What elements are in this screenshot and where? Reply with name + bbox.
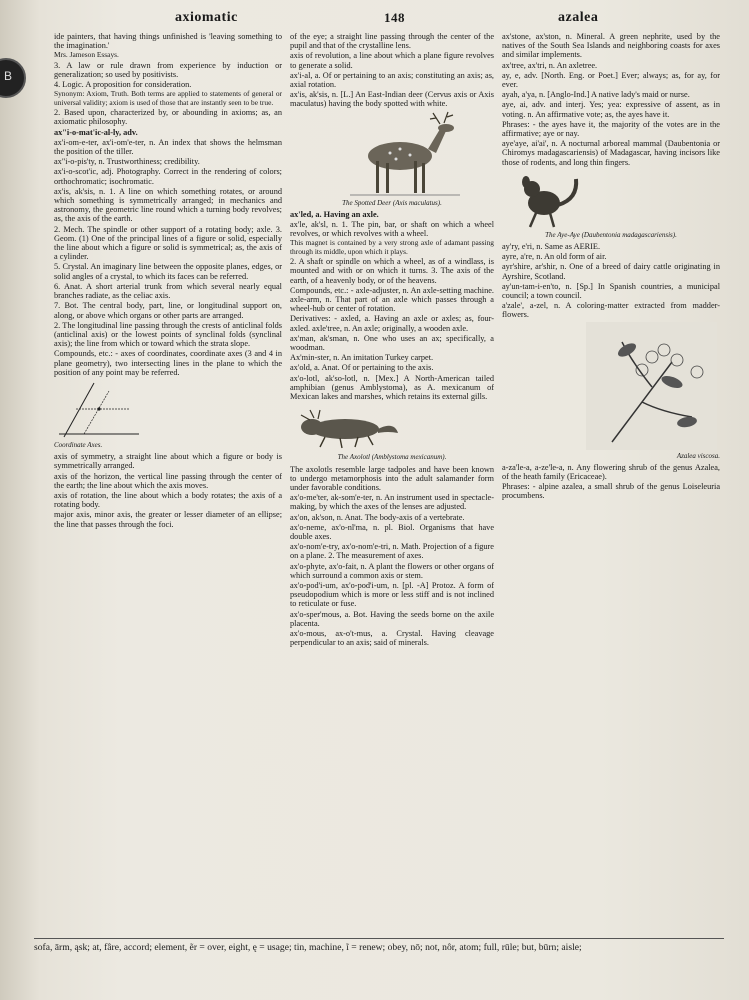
column-left <box>54 32 282 927</box>
binder-hole-label: B <box>4 69 13 83</box>
axolotl-figure <box>290 403 494 462</box>
entry-text: ax'stone, ax'ston, n. Mineral. A green nephrite, used by the natives of the South Sea Islands and neighboring coasts for axes and similar implements. <box>502 32 720 60</box>
entry-text: ayre, a're, n. An old form of air. <box>502 252 607 262</box>
aye-aye-figure <box>502 169 720 240</box>
entry-text: Compounds, etc.: - axle-adjuster, n. An axle-setting machine. axle-arm, n. That part of an axle which passes through a wheel-hub or center of rotation. <box>290 285 494 314</box>
headword: ax'led, a. Having an axle. <box>290 209 379 219</box>
figure-caption: The Spotted Deer (Axis maculatus). <box>342 198 442 207</box>
entry-text: ax'o-pod'i-um, ax'o-pod'i-um, n. [pl. -A] Protoz. A form of pseudopodium which is more or less stiff and is not inclined to reticulate or fuse. <box>290 580 494 609</box>
column-right <box>502 32 720 927</box>
entry-text: a-za'le-a, a-ze'le-a, n. Any flowering shrub of the genus Azalea, of the heath family (Ericaceae). <box>502 462 720 482</box>
pronunciation-key: sofa, ārm, ąsk; at, fâre, accord; element, ẽr = over, eight, ę = usage; tin, machine, ĩ = renew; obey, nō; not, nôr, atom; full, rūle; but, būrn; aisle; <box>34 938 724 953</box>
citation: Mrs. Jameson Essays. <box>54 50 119 60</box>
coordinate-axes-illustration <box>54 379 144 441</box>
entry-text: ax'o-phyte, ax'o-fait, n. A plant the flowers or other organs of which surround a common axis or stem. <box>290 561 494 580</box>
entry-text: ayah, a'ya, n. [Anglo-Ind.] A native lady's maid or nurse. <box>502 90 690 100</box>
entry-text: 2. Mech. The spindle or other support of a rotating body; axle. 3. Geom. (1) One of the principal lines of a figure or solid, especially the line about which a figure or solid is symmetrical; as, the axis of a cylinder. <box>54 224 282 262</box>
headword: ax"i-o-mat'ic-al-ly, adv. <box>54 127 138 137</box>
axolotl-illustration <box>290 403 400 453</box>
spotted-deer-illustration <box>290 111 490 199</box>
entry-text: ax'is, ak'sis, n. 1. A line on which something rotates, or around which something is symmetrically arranged; in mechanics and astronomy, the geometric line round which a turning body revolves; as, the axis of the earth. <box>54 186 282 224</box>
entry-text: ay'un-tam-i-en'to, n. [Sp.] In Spanish countries, a municipal council; a town council. <box>502 281 720 301</box>
aye-aye-illustration <box>502 169 582 231</box>
coordinate-axes-figure <box>54 379 282 450</box>
figure-caption: Coordinate Axes. <box>54 440 103 449</box>
entry-text: ax'i-o-scot'ic, adj. Photography. Correct in the rendering of colors; orthochromatic; isochromatic. <box>54 167 282 186</box>
entry-text: ax'o-neme, ax'o-nl'ma, n. pl. Biol. Organisms that have double axes. <box>290 522 494 541</box>
entry-text: ax"i-o-pis'ty, n. Trustworthiness; credibility. <box>54 157 200 167</box>
entry-text: a'zale', a-zel, n. A coloring-matter extracted from madder-flowers. <box>502 301 720 320</box>
entry-text: Ax'min-ster, n. An imitation Turkey carpet. <box>290 353 434 363</box>
entry-text: ax'on, ak'son, n. Anat. The body-axis of a vertebrate. <box>290 512 465 522</box>
binder-hole <box>0 58 26 98</box>
entry-text: aye'aye, ai'ai', n. A nocturnal arboreal mammal (Daubentonia or Chiromys madagascariensis) of Madagascar, having incisors like those of rodents, and long thin fingers. <box>502 139 720 167</box>
entry-text: ay'ry, e'ri, n. Same as AERIE. <box>502 242 601 252</box>
entry-text: ax'o-sper'mous, a. Bot. Having the seeds borne on the axile placenta. <box>290 609 494 628</box>
entry-text: ax'le, ak'sl, n. 1. The pin, bar, or shaft on which a wheel revolves, or which revolves with a wheel. <box>290 220 494 239</box>
entry-text: ax'o-nom'e-try, ax'o-nom'e-tri, n. Math. Projection of a figure on a plane. 2. The measurement of axes. <box>290 542 494 561</box>
entry-text: ax'man, ak'sman, n. One who uses an ax; specifically, a woodman. <box>290 333 494 353</box>
entry-text: ax'o-me'ter, ak-som'e-ter, n. An instrument used in spectacle-making, by which the axes of the lenses are adjusted. <box>290 493 494 512</box>
guide-word-right: azalea <box>558 10 599 25</box>
entry-text: 6. Anat. A short arterial trunk from which several nearly equal branches radiate, as the celiac axis. <box>54 281 282 301</box>
entry-text: 3. A law or rule drawn from experience by induction or generalization; so used by positivists. <box>54 60 282 80</box>
entry-text: ax'tree, ax'tri, n. An axletree. <box>502 60 598 70</box>
entry-text: ide painters, that having things unfinished is 'leaving something to the imagination.' <box>54 32 282 51</box>
entry-text: major axis, minor axis, the greater or lesser diameter of an ellipse; the line that passes through the foci. <box>54 510 282 529</box>
entry-text: aye, ai, adv. and interj. Yes; yea: expressive of assent, as in voting. n. An affirmative vote; as, the ayes have it. <box>502 100 720 119</box>
figure-caption: The Aye-Aye (Daubentonia madagascariensis). <box>545 230 677 239</box>
entry-text: axis of rotation, the line about which a body rotates; the axis of a rotating body. <box>54 490 282 510</box>
entry-text: 5. Crystal. An imaginary line between the opposite planes, edges, or solid angles of a crystal, to which its faces can be referred. <box>54 262 282 281</box>
guide-word-left: axiomatic <box>175 10 238 25</box>
entry-text: ax'old, a. Anat. Of or pertaining to the axis. <box>290 363 434 373</box>
synonym-note: Synonym: Axiom, Truth. Both terms are applied to statements of general or universal validity; axiom is used of those that are instantly seen to be true. <box>54 89 282 107</box>
entry-text: ayr'shire, ar'shir, n. One of a breed of dairy cattle originating in Ayrshire, Scotland. <box>502 262 720 281</box>
azalea-figure <box>502 322 720 461</box>
entry-text: 7. Bot. The central body, part, line, or longitudinal support on, along, or above which organs or other parts are arranged. <box>54 301 282 320</box>
entry-text: ax'o-lotl, ak'so-lotl, n. [Mex.] A North-American tailed amphibian (genus Amblystoma), as A. mexicanum of Mexican lakes and marshes, which retains its external gills. <box>290 373 494 402</box>
entry-text: Phrases: - the ayes have it, the majority of the votes are in the affirmative; aye or nay. <box>502 119 720 139</box>
quotation: This magnet is contained by a very strong axle of adamant passing through its middle, upon which it plays. <box>290 238 494 256</box>
entry-text: ax'i-al, a. Of or pertaining to an axis; constituting an axis; as, axial rotation. <box>290 70 494 90</box>
entry-text: ax'i-om-e-ter, ax'i-om'e-ter, n. An index that shows the helmsman the position of the tiller. <box>54 137 282 157</box>
entry-text: 2. Based upon, characterized by, or abounding in axioms; as, an axiomatic philosophy. <box>54 108 282 127</box>
entry-text: 2. The longitudinal line passing through the crests of anticlinal folds (anticlinal axis) or the lowest points of synclinal folds (synclinal axis); the line from which or toward which the strata slope. <box>54 320 282 349</box>
entry-text: Derivatives: - axled, a. Having an axle or axles; as, four-axled. axle'tree, n. An axle; originally, a wooden axle. <box>290 314 494 333</box>
entry-text: 4. Logic. A proposition for consideration. <box>54 80 192 90</box>
page-number: 148 <box>384 10 405 25</box>
column-middle <box>290 32 494 927</box>
entry-text: ax'is, ak'sis, n. [L.] An East-Indian deer (Cervus axis or Axis maculatus) having the body spotted with white. <box>290 90 494 109</box>
entry-text: Compounds, etc.: - axes of coordinates, coordinate axes (3 and 4 in plane geometry), two intersecting lines in the plane to which the position of any point may be referred. <box>54 349 282 377</box>
entry-text: The axolotls resemble large tadpoles and have been known to undergo metamorphosis into the adult salamander form under favorable conditions. <box>290 464 494 492</box>
entry-text: axis of the horizon, the vertical line passing through the center of the earth; the line about which the axis moves. <box>54 471 282 490</box>
entry-text: ax'o-mous, ax-o't-mus, a. Crystal. Having cleavage perpendicular to an axis; said of minerals. <box>290 628 494 648</box>
entry-text: of the eye; a straight line passing through the center of the pupil and that of the crystalline lens. <box>290 32 494 51</box>
entry-text: axis of symmetry, a straight line about which a figure or body is symmetrically arranged. <box>54 452 282 471</box>
entry-text: ay, e, adv. [North. Eng. or Poet.] Ever; always; as, for ay, for ever. <box>502 70 720 90</box>
entry-text: 2. A shaft or spindle on which a wheel, as of a windlass, is mounted and with or on which it turns. 3. The axis of the earth, of a heavenly body, or of the heavens. <box>290 257 494 285</box>
entry-text: axis of revolution, a line about which a plane figure revolves to generate a solid. <box>290 51 494 70</box>
azalea-illustration <box>502 322 717 452</box>
deer-figure <box>290 111 494 208</box>
entry-text: Phrases: - alpine azalea, a small shrub of the genus Loiseleuria procumbens. <box>502 482 720 501</box>
figure-caption: Azalea viscosa. <box>676 451 720 460</box>
figure-caption: The Axolotl (Amblystoma mexicanum). <box>337 453 447 462</box>
